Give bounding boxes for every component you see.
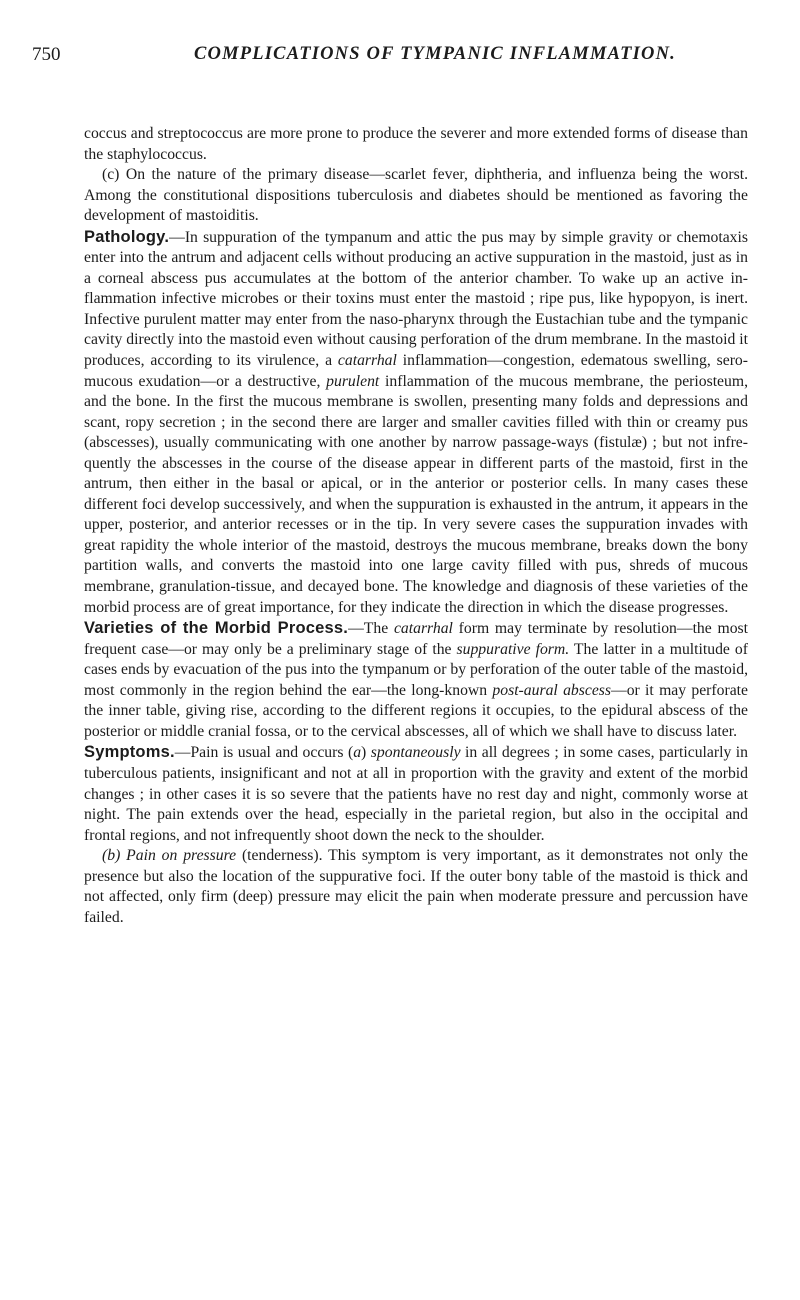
running-head <box>32 44 768 68</box>
running-title: COMPLICATIONS OF TYMPANIC INFLAMMATION. <box>194 44 676 64</box>
pressure-italic-heading: (b) Pain on pressure <box>102 847 237 865</box>
section-symptoms <box>84 742 748 846</box>
varieties-italic-post-aural: post-aural abscess <box>492 681 611 699</box>
symptoms-text-1b: ) <box>361 744 371 762</box>
section-pathology <box>84 227 748 618</box>
paragraph-continuation: coccus and streptococcus are more prone to produce the severer and more extended forms of disease than the staphylococcus. <box>84 125 748 163</box>
pathology-text-3: inflammation of the mucous membrane, the periosteum, and the bone. In the first the mucous membrane is swollen, presenting many folds and depressions and scant, ropy secretion ; in the second there are larger and smaller cavities filled with thin or creamy pus (abscesses), usually communicating with one another by narrow passage-ways (fistulæ) ; but not infrequently the abscesses in the course of the disease appear in different parts of the mastoid, first in the antrum, then either in the basal or apical, or in the anterior or posterior cells. In many cases these different foci develop successively, and when the suppuration is exhausted in the antrum, it appears in the upper, posterior, and anterior recesses or in the tip. In very severe cases the suppuration invades with great rapidity the whole interior of the mastoid, destroys the mucous membrane, breaks down the bony partition walls, and converts the mastoid into one large cavity filled with pus, shreds of mucous membrane, granulation-tissue, and decayed bone. The knowledge and diagnosis of these varieties of the morbid process are of great importance, for they indicate the direction in which the disease progresses. <box>84 372 748 616</box>
symptoms-text-2: in all degrees ; in some cases, particularly in tuberculous patients, insignificant and not at all in proportion with the gravity and extent of the morbid changes ; in other cases it is so severe that the patients have no rest day and night, commonly worse at night. The pain extends over the head, especially in the parietal region, but also in the occipital and frontal regions, and not infrequently shoot down the neck to the shoulder. <box>84 744 748 844</box>
paragraph-primary-disease: (c) On the nature of the primary disease—scarlet fever, diphtheria, and influenza being the worst. Among the constitutional dispositions tuberculosis and diabetes should be mentioned as favoring the development of mastoiditis. <box>84 166 748 225</box>
varieties-text-1: —The <box>348 620 394 638</box>
paragraph-pain-on-pressure <box>84 846 748 928</box>
varieties-text-2: form may terminate by resolution—the most frequent case—or may only be a preliminary stage of the <box>84 620 749 658</box>
pressure-text: (tenderness). This symptom is very important, as it demonstrates not only the presence but also the location of the suppurative foci. If the outer bony table of the mastoid is thick and not affected, only firm (deep) pressure may elicit the pain when moderate pressure and percussion have failed. <box>84 847 748 926</box>
heading-varieties: Varieties of the Morbid Process. <box>84 619 349 638</box>
symptoms-italic-spontaneously: spontaneously <box>370 744 461 762</box>
varieties-text-3: The latter in a multitude of cases ends by evacuation of the pus into the tympanum or by perforation of the outer table of the mastoid, most commonly in the region behind the ear—the long-known <box>84 640 748 699</box>
heading-pathology: Pathology. <box>84 227 170 246</box>
varieties-italic-catarrhal: catarrhal <box>393 620 453 638</box>
heading-symptoms: Symptoms. <box>84 743 175 762</box>
symptoms-text-1: —Pain is usual and occurs ( <box>174 744 354 762</box>
page-number: 750 <box>32 44 61 65</box>
pathology-text-2: inflammation—congestion, edematous swelling, sero-mucous exudation—or a destructive, <box>84 352 749 390</box>
section-varieties <box>84 618 748 742</box>
pathology-italic-catarrhal: catarrhal <box>337 352 397 370</box>
body-text <box>84 124 748 928</box>
symptoms-italic-a: a <box>353 744 362 762</box>
pathology-text-1: —In suppuration of the tympanum and attic the pus may by simple gravity or chemotaxis enter into the antrum and adjacent cells without producing an active suppuration in the mastoid, just as in a corneal abscess pus accumulates at the bottom of the anterior chamber. To wake up an active inflammation infective microbes or their toxins must enter the mastoid ; ripe pus, like hypopyon, is inert. Infective purulent matter may enter from the naso-pharynx through the Eustachian tube and the tympanic cavity directly into the mastoid even without causing perforation of the drum membrane. In the mastoid it produces, according to its virulence, a <box>84 228 748 370</box>
pathology-italic-purulent: purulent <box>326 372 380 390</box>
varieties-italic-suppurative: suppurative form. <box>456 640 570 658</box>
varieties-text-4: —or it may perforate the inner table, giving rise, according to the different regions it occupies, to the epidural abscess of the posterior or middle cranial fossa, or to the cervical abscesses, all of which we shall have to discuss later. <box>84 681 748 740</box>
